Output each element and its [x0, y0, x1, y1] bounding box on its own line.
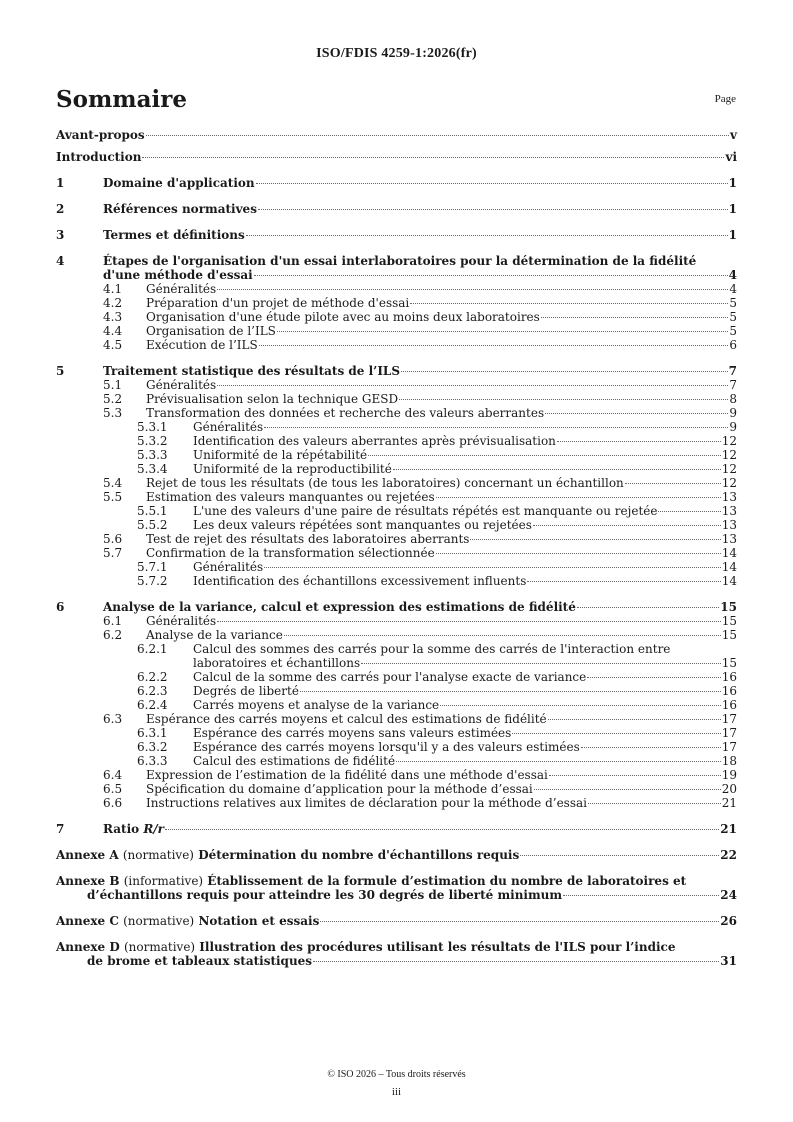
toc-number: 6.2.1	[137, 642, 168, 656]
dot-leader	[533, 525, 721, 526]
toc-title: Analyse de la variance	[146, 628, 283, 642]
toc-title: Spécification du domaine d’application pour la méthode d’essai	[146, 782, 533, 796]
toc-entry-5-6[interactable]	[56, 532, 737, 546]
toc-number: 6.2.3	[137, 684, 168, 698]
toc-page: 15	[721, 656, 737, 670]
toc-entry-4[interactable]	[56, 254, 737, 282]
toc-page: 8	[729, 392, 737, 406]
toc-title: Analyse de la variance, calcul et expression des estimations de fidélité	[103, 600, 576, 614]
toc-number: 5.3.4	[137, 462, 168, 476]
toc-number: 4.1	[103, 282, 123, 296]
page-title: Sommaire	[56, 86, 188, 113]
dot-leader	[527, 581, 720, 582]
toc-entry-4-3[interactable]	[56, 310, 737, 324]
toc-title: Calcul des estimations de fidélité	[193, 754, 396, 768]
toc-page: 13	[721, 532, 737, 546]
toc-entry-6-2-4[interactable]	[56, 698, 737, 712]
toc-title: Rejet de tous les résultats (de tous les laboratoires) concernant un échantillon	[146, 476, 624, 490]
dot-leader	[217, 289, 728, 290]
toc-entry-5-5-2[interactable]	[56, 518, 737, 532]
annex-title-line: Établissement de la formule d’estimation du nombre de laboratoires et	[207, 874, 687, 888]
toc-number: 6.3.2	[137, 740, 168, 754]
toc-page: 4	[729, 282, 737, 296]
toc-title: Termes et définitions	[103, 228, 245, 242]
toc-title-line: laboratoires et échantillons	[193, 656, 361, 670]
dot-leader	[436, 497, 721, 498]
toc-title: Références normatives	[103, 202, 257, 216]
dot-leader	[300, 691, 721, 692]
toc-entry-6-5[interactable]	[56, 782, 737, 796]
annex-first-line	[56, 874, 737, 888]
dot-leader	[658, 511, 720, 512]
toc-title	[103, 822, 164, 836]
toc-number: 5.6	[103, 532, 123, 546]
toc-entry-6-2-1[interactable]	[56, 642, 737, 670]
toc-entry-6-3-3[interactable]	[56, 754, 737, 768]
toc-title: Confirmation de la transformation sélectionnée	[146, 546, 435, 560]
dot-leader	[581, 747, 721, 748]
toc-number: 6.2.4	[137, 698, 168, 712]
toc-entry-6-3-1[interactable]	[56, 726, 737, 740]
toc-entry-5-3[interactable]	[56, 406, 737, 420]
toc-page: 1	[728, 228, 737, 242]
toc-title-line: d'une méthode d'essai	[103, 268, 253, 282]
toc-entry-5-3-4[interactable]	[56, 462, 737, 476]
dot-leader	[258, 209, 728, 210]
toc-page: 12	[721, 434, 737, 448]
annex-kind: (informative)	[123, 874, 204, 888]
toc-entry-5-7-1[interactable]	[56, 560, 737, 574]
toc-number: 6.3.1	[137, 726, 168, 740]
toc-entry-annex-a[interactable]	[56, 848, 737, 862]
toc-page: vi	[725, 150, 737, 164]
toc-page: 17	[721, 712, 737, 726]
dot-leader	[548, 719, 721, 720]
dot-leader	[588, 803, 721, 804]
dot-leader	[254, 275, 728, 276]
toc-title: L'une des valeurs d'une paire de résultats répétés est manquante ou rejetée	[193, 504, 658, 518]
toc-entry-5[interactable]	[56, 364, 737, 378]
toc-page: 21	[720, 822, 737, 836]
toc-number: 4.4	[103, 324, 123, 338]
toc-page: 5	[729, 324, 737, 338]
toc-number: 5.5.1	[137, 504, 168, 518]
document-header: ISO/FDIS 4259-1:2026(fr)	[316, 46, 477, 61]
annex-label: Annexe A	[56, 848, 119, 862]
toc-entry-5-2[interactable]	[56, 392, 737, 406]
toc-entry-annex-d[interactable]	[56, 940, 737, 968]
toc-entry-5-4[interactable]	[56, 476, 737, 490]
toc-entry-4-4[interactable]	[56, 324, 737, 338]
toc-page: 17	[721, 740, 737, 754]
toc-entry-6-2[interactable]	[56, 628, 737, 642]
toc-entry-2[interactable]	[56, 202, 737, 216]
dot-leader	[217, 621, 721, 622]
toc-entry-6-4[interactable]	[56, 768, 737, 782]
toc-entry-annex-b[interactable]	[56, 874, 737, 902]
toc-page: 5	[729, 310, 737, 324]
dot-leader	[577, 607, 719, 608]
toc-title: Exécution de l’ILS	[146, 338, 258, 352]
toc-number: 5	[56, 364, 65, 378]
toc-number: 6.3.3	[137, 754, 168, 768]
toc-page: 13	[721, 504, 737, 518]
toc-title: Domaine d'application	[103, 176, 255, 190]
toc-entry-annex-c[interactable]	[56, 914, 737, 928]
toc-number: 5.3.1	[137, 420, 168, 434]
dot-leader	[512, 733, 720, 734]
toc-page: 9	[729, 406, 737, 420]
toc-page: 12	[721, 462, 737, 476]
dot-leader	[320, 921, 719, 922]
toc-entry-5-3-2[interactable]	[56, 434, 737, 448]
copyright-notice: © ISO 2026 – Tous droits réservés	[327, 1069, 466, 1080]
dot-leader	[217, 385, 728, 386]
toc-title: Introduction	[56, 150, 142, 164]
toc-page: 7	[728, 364, 737, 378]
annex-kind: (normative)	[122, 848, 194, 862]
toc-page: 19	[721, 768, 737, 782]
toc-number: 5.4	[103, 476, 123, 490]
dot-leader	[259, 345, 729, 346]
toc-page: 14	[721, 560, 737, 574]
toc-number: 1	[56, 176, 65, 190]
annex-title-line: Illustration des procédures utilisant les résultats de l'ILS pour l’indice	[199, 940, 676, 954]
dot-leader	[146, 135, 729, 136]
table-of-contents	[56, 128, 737, 968]
toc-title-line: Calcul des sommes des carrés pour la somme des carrés de l'interaction entre	[193, 642, 671, 656]
toc-number: 4.5	[103, 338, 123, 352]
toc-number: 4	[56, 254, 65, 268]
dot-leader	[563, 895, 719, 896]
toc-number: 6.5	[103, 782, 123, 796]
toc-number: 5.3.2	[137, 434, 168, 448]
dot-leader	[361, 663, 721, 664]
toc-entry-5-5-1[interactable]	[56, 504, 737, 518]
toc-number: 6.2.2	[137, 670, 168, 684]
toc-entry-6-3[interactable]	[56, 712, 737, 726]
dot-leader	[399, 399, 728, 400]
toc-entry-6-2-2[interactable]	[56, 670, 737, 684]
annex-kind: (normative)	[123, 914, 195, 928]
toc-page: 13	[721, 518, 737, 532]
dot-leader	[246, 235, 728, 236]
toc-title: Organisation de l’ILS	[146, 324, 276, 338]
annex-title: Détermination du nombre d'échantillons requis	[198, 848, 520, 862]
toc-title: Identification des échantillons excessivement influents	[193, 574, 527, 588]
toc-entry-5-3-1[interactable]	[56, 420, 737, 434]
toc-title: Test de rejet des résultats des laboratoires aberrants	[146, 532, 470, 546]
toc-title: Espérance des carrés moyens sans valeurs estimées	[193, 726, 512, 740]
toc-number: 2	[56, 202, 65, 216]
dot-leader	[165, 829, 719, 830]
toc-title: Espérance des carrés moyens lorsqu'il y a des valeurs estimées	[193, 740, 580, 754]
dot-leader	[549, 775, 721, 776]
toc-entry-5-5[interactable]	[56, 490, 737, 504]
toc-entry-6[interactable]	[56, 600, 737, 614]
toc-number: 7	[56, 822, 65, 836]
toc-number: 6.1	[103, 614, 123, 628]
annex-label: Annexe B	[56, 874, 120, 888]
dot-leader	[284, 635, 721, 636]
toc-title: Généralités	[193, 560, 264, 574]
toc-page: 5	[729, 296, 737, 310]
toc-entry-3[interactable]	[56, 228, 737, 242]
toc-page: 14	[721, 574, 737, 588]
toc-title: Avant-propos	[56, 128, 145, 142]
toc-page: 21	[721, 796, 737, 810]
toc-page: 16	[721, 670, 737, 684]
dot-leader	[256, 183, 728, 184]
toc-entry-avant-propos[interactable]	[56, 128, 737, 142]
toc-title: Instructions relatives aux limites de déclaration pour la méthode d’essai	[146, 796, 587, 810]
toc-entry-7[interactable]	[56, 822, 737, 836]
toc-number: 5.2	[103, 392, 123, 406]
page-number: iii	[391, 1086, 402, 1098]
toc-page: 4	[728, 268, 737, 282]
annex-title-line: d’échantillons requis pour atteindre les 30 degrés de liberté minimum	[87, 888, 563, 902]
toc-title: Généralités	[146, 282, 217, 296]
dot-leader	[264, 567, 721, 568]
toc-page: 6	[729, 338, 737, 352]
toc-number: 5.7.1	[137, 560, 168, 574]
dot-leader	[368, 455, 721, 456]
toc-page: 15	[720, 600, 737, 614]
toc-number: 5.1	[103, 378, 123, 392]
dot-leader	[545, 413, 728, 414]
toc-number: 5.5	[103, 490, 123, 504]
dot-leader	[436, 553, 721, 554]
annex-kind: (normative)	[123, 940, 196, 954]
toc-entry-introduction[interactable]	[56, 150, 737, 164]
toc-title: Uniformité de la reproductibilité	[193, 462, 392, 476]
annex-label: Annexe D	[56, 940, 120, 954]
toc-title: Uniformité de la répétabilité	[193, 448, 368, 462]
toc-page: 7	[729, 378, 737, 392]
toc-number: 5.3.3	[137, 448, 168, 462]
toc-page: 1	[728, 202, 737, 216]
toc-title: Organisation d'une étude pilote avec au moins deux laboratoires	[146, 310, 540, 324]
toc-entry-6-3-2[interactable]	[56, 740, 737, 754]
toc-entry-4-2[interactable]	[56, 296, 737, 310]
toc-title: Carrés moyens et analyse de la variance	[193, 698, 440, 712]
dot-leader	[625, 483, 721, 484]
toc-title: Espérance des carrés moyens et calcul des estimations de fidélité	[146, 712, 547, 726]
dot-leader	[393, 469, 721, 470]
dot-leader	[277, 331, 728, 332]
toc-entry-6-2-3[interactable]	[56, 684, 737, 698]
toc-page: 13	[721, 490, 737, 504]
toc-number: 5.3	[103, 406, 123, 420]
toc-title-line: Étapes de l'organisation d'un essai interlaboratoires pour la détermination de la fidélité	[103, 254, 697, 268]
toc-page: 15	[721, 614, 737, 628]
toc-entry-5-1[interactable]	[56, 378, 737, 392]
toc-page: 20	[721, 782, 737, 796]
toc-title: Généralités	[146, 614, 217, 628]
toc-title: Généralités	[146, 378, 217, 392]
toc-title: Transformation des données et recherche des valeurs aberrantes	[146, 406, 545, 420]
toc-page: 26	[720, 914, 737, 928]
dot-leader	[541, 317, 729, 318]
dot-leader	[557, 441, 721, 442]
annex-label: Annexe C	[56, 914, 119, 928]
dot-leader	[440, 705, 721, 706]
toc-number: 4.2	[103, 296, 123, 310]
toc-entry-6-6[interactable]	[56, 796, 737, 810]
toc-entry-5-3-3[interactable]	[56, 448, 737, 462]
toc-title: Préparation d'un projet de méthode d'essai	[146, 296, 410, 310]
dot-leader	[410, 303, 728, 304]
toc-title: Expression de l’estimation de la fidélité dans une méthode d'essai	[146, 768, 548, 782]
toc-number: 6.4	[103, 768, 123, 782]
toc-number: 4.3	[103, 310, 123, 324]
toc-number: 6.6	[103, 796, 123, 810]
dot-leader	[142, 157, 724, 158]
toc-number: 5.7.2	[137, 574, 168, 588]
toc-number: 5.7	[103, 546, 123, 560]
toc-number: 3	[56, 228, 65, 242]
toc-title-italic: R/r	[143, 822, 164, 836]
page-column-label: Page	[714, 93, 736, 105]
toc-title: Calcul de la somme des carrés pour l'analyse exacte de variance	[193, 670, 587, 684]
dot-leader	[520, 855, 719, 856]
dot-leader	[401, 371, 728, 372]
toc-number: 6	[56, 600, 65, 614]
toc-title: Identification des valeurs aberrantes après prévisualisation	[193, 434, 556, 448]
dot-leader	[587, 677, 720, 678]
toc-page: 9	[729, 420, 737, 434]
toc-title: Traitement statistique des résultats de l’ILS	[103, 364, 401, 378]
toc-page: 14	[721, 546, 737, 560]
toc-title-prefix: Ratio	[103, 822, 144, 836]
toc-title	[56, 848, 519, 862]
toc-number: 6.3	[103, 712, 123, 726]
toc-entry-6-1[interactable]	[56, 614, 737, 628]
toc-title: Prévisualisation selon la technique GESD	[146, 392, 399, 406]
toc-entry-4-1[interactable]	[56, 282, 737, 296]
toc-entry-5-7-2[interactable]	[56, 574, 737, 588]
dot-leader	[534, 789, 721, 790]
toc-page: 31	[720, 954, 737, 968]
toc-title	[56, 914, 319, 928]
toc-page: 12	[721, 448, 737, 462]
annex-first-line	[56, 940, 737, 954]
toc-page: 22	[720, 848, 737, 862]
dot-leader	[264, 427, 728, 428]
toc-page: 17	[721, 726, 737, 740]
toc-page: v	[730, 128, 737, 142]
toc-page: 24	[720, 888, 737, 902]
toc-title: Degrés de liberté	[193, 684, 299, 698]
toc-page: 18	[721, 754, 737, 768]
toc-page: 16	[721, 684, 737, 698]
toc-title: Les deux valeurs répétées sont manquantes ou rejetées	[193, 518, 532, 532]
toc-number: 5.5.2	[137, 518, 168, 532]
annex-title: Notation et essais	[198, 914, 320, 928]
toc-entry-4-5[interactable]	[56, 338, 737, 352]
toc-page: 1	[728, 176, 737, 190]
dot-leader	[396, 761, 721, 762]
toc-entry-1[interactable]	[56, 176, 737, 190]
toc-entry-5-7[interactable]	[56, 546, 737, 560]
toc-page: 12	[721, 476, 737, 490]
toc-title: Généralités	[193, 420, 264, 434]
toc-page: 16	[721, 698, 737, 712]
dot-leader	[313, 961, 719, 962]
toc-title: Estimation des valeurs manquantes ou rejetées	[146, 490, 435, 504]
annex-title-line: de brome et tableaux statistiques	[87, 954, 313, 968]
dot-leader	[470, 539, 720, 540]
toc-number: 6.2	[103, 628, 123, 642]
toc-page: 15	[721, 628, 737, 642]
